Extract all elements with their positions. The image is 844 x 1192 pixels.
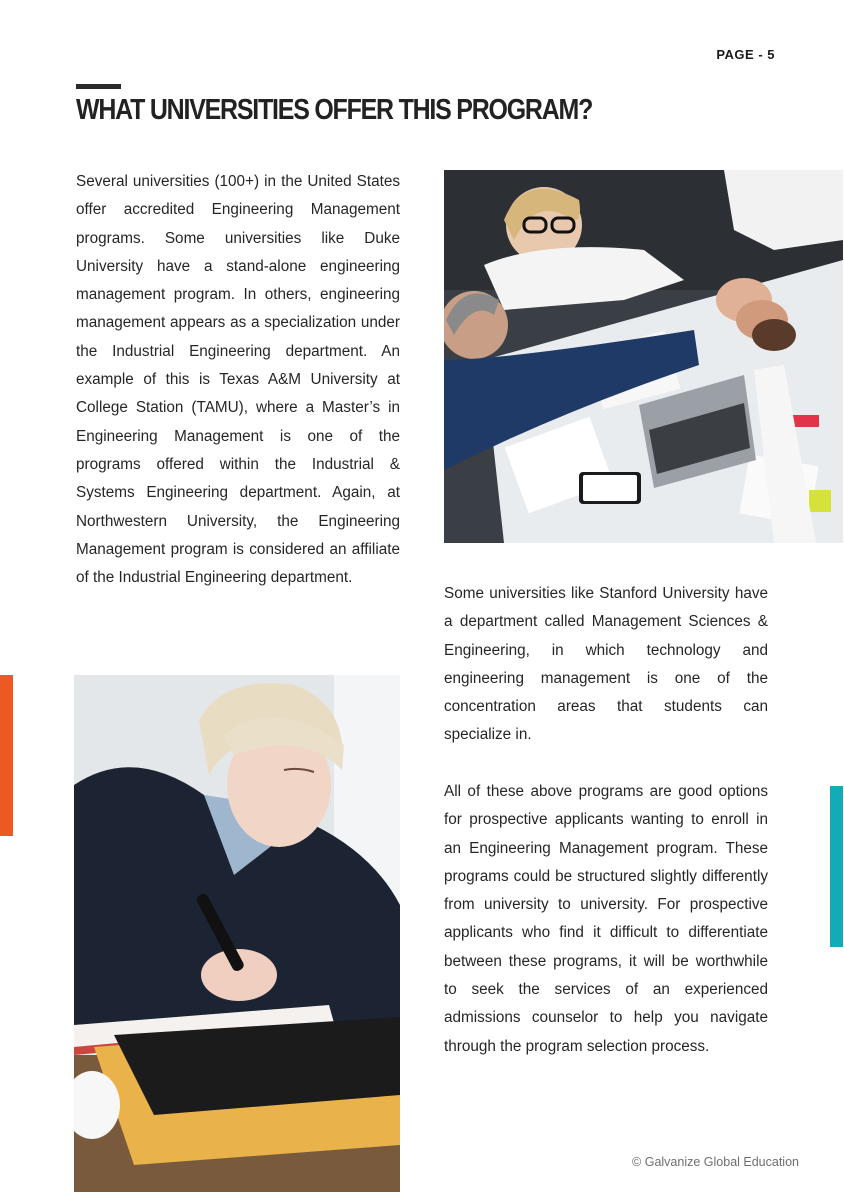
body-paragraph-3: All of these above programs are good options for prospective applicants wanting to enroll in an Engineering Management program. These programs could be structured slightly differently from university to university. For prospective applicants who find it difficult to differentiate between these programs, it will be worthwhile to seek the services of an experienced admissions counselor to help you navigate through the program selection process. bbox=[444, 783, 768, 1055]
body-paragraph-1: Several universities (100+) in the United States offer accredited Engineering Management programs. Some universities like Duke University have a stand-alone engineering management program. In others, engineering management appears as a specialization under the Industrial Engineering department. An example of this is Texas A&M University at College Station (TAMU), where a Master’s in Engineering Management is one of the programs offered within the Industrial & Systems Engineering department. Again, at Northwestern University, the Engineering Management program is considered an affiliate of the Industrial Engineering department. bbox=[76, 173, 400, 587]
orange-accent-stripe bbox=[0, 675, 13, 836]
copyright-footer: © Galvanize Global Education bbox=[632, 1155, 799, 1169]
page-title: WHAT UNIVERSITIES OFFER THIS PROGRAM? bbox=[76, 94, 593, 126]
title-accent-bar bbox=[76, 84, 121, 89]
woman-writing-photo bbox=[74, 675, 400, 1192]
team-highfive-illustration bbox=[444, 170, 843, 543]
page-number: PAGE - 5 bbox=[716, 47, 775, 62]
teal-accent-stripe bbox=[830, 786, 843, 947]
team-highfive-photo bbox=[444, 170, 843, 543]
woman-writing-illustration bbox=[74, 675, 400, 1192]
body-paragraph-2: Some universities like Stanford University have a department called Management Sciences & Engineering, in which technology and engineering management is one of the concentration areas that students can specialize in. bbox=[444, 585, 768, 744]
